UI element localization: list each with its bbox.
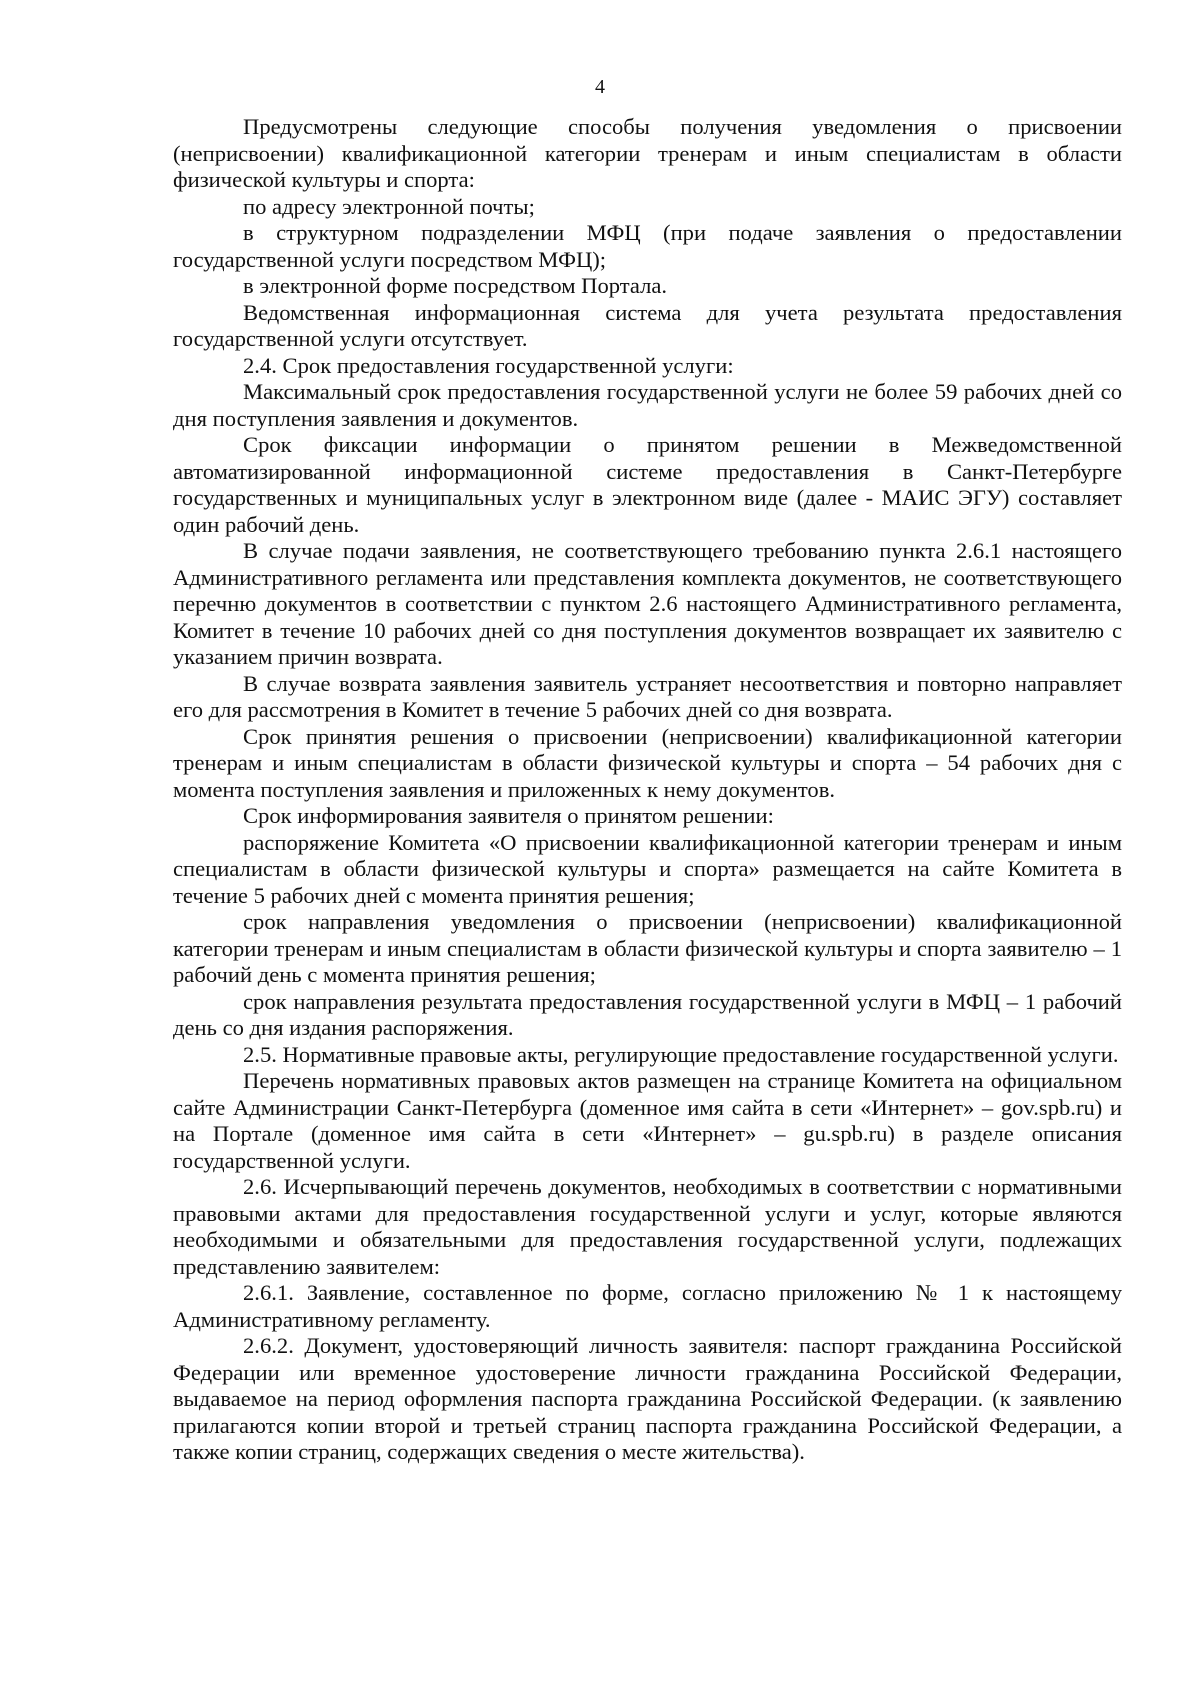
paragraph: Срок принятия решения о присвоении (неприсвоении) квалификационной категории тренерам и иным специалистам в области физической культуры и спорта – 54 рабочих дня с момента поступления заявления и приложенных к нему документов. <box>173 723 1122 802</box>
paragraph: срок направления результата предоставления государственной услуги в МФЦ – 1 рабочий день со дня издания распоряжения. <box>173 988 1122 1040</box>
paragraph: В случае возврата заявления заявитель устраняет несоответствия и повторно направляет его для рассмотрения в Комитет в течение 5 рабочих дней со дня возврата. <box>173 670 1122 722</box>
paragraph: 2.6.2. Документ, удостоверяющий личность заявителя: паспорт гражданина Российской Федерации или временное удостоверение личности гражданина Российской Федерации, выдаваемое на период оформления паспорта гражданина Российской Федерации. (к заявлению прилагаются копии второй и третьей страниц паспорта гражданина Российской Федерации, а также копии страниц, содержащих сведения о месте жительства). <box>173 1333 1122 1464</box>
paragraph: Предусмотрены следующие способы получения уведомления о присвоении (неприсвоении) квалификационной категории тренерам и иным специалистам в области физической культуры и спорта: <box>173 114 1122 192</box>
paragraph: Перечень нормативных правовых актов размещен на странице Комитета на официальном сайте Администрации Санкт-Петербурга (доменное имя сайта в сети «Интернет» – gov.spb.ru) и на Портале (доменное имя сайта в сети «Интернет» – gu.spb.ru) в разделе описания государственной услуги. <box>173 1068 1122 1173</box>
document-body <box>173 114 1122 1466</box>
section-heading: 2.4. Срок предоставления государственной услуги: <box>243 352 734 378</box>
section-heading: 2.6. Исчерпывающий перечень документов, необходимых в соответствии с нормативными правовыми актами для предоставления государственной услуги и услуг, которые являются необходимыми и обязательными для предоставления государственной услуги, подлежащих представлению заявителем: <box>173 1174 1122 1279</box>
paragraph: в электронной форме посредством Портала. <box>243 273 668 298</box>
paragraph: в структурном подразделении МФЦ (при подаче заявления о предоставлении государственной услуги посредством МФЦ); <box>173 220 1122 272</box>
paragraph: В случае подачи заявления, не соответствующего требованию пункта 2.6.1 настоящего Административного регламента или представления комплекта документов, не соответствующего перечню документов в соответствии с пунктом 2.6 настоящего Административного регламента, Комитет в течение 10 рабочих дней со дня поступления документов возвращает их заявителю с указанием причин возврата. <box>173 538 1122 669</box>
section-heading: 2.5. Нормативные правовые акты, регулирующие предоставление государственной услуги. <box>243 1041 1119 1067</box>
paragraph: по адресу электронной почты; <box>243 193 535 219</box>
paragraph: Срок информирования заявителя о принятом решении: <box>243 803 774 828</box>
page-number: 4 <box>595 76 605 98</box>
paragraph: Срок фиксации информации о принятом решении в Межведомственной автоматизированной информационной системе предоставления в Санкт-Петербурге государственных и муниципальных услуг в электронном виде (далее - МАИС ЭГУ) составляет один рабочий день. <box>173 432 1122 537</box>
paragraph: срок направления уведомления о присвоении (неприсвоении) квалификационной категории тренерам и иным специалистам в области физической культуры и спорта заявителю – 1 рабочий день с момента принятия решения; <box>173 909 1122 987</box>
paragraph: 2.6.1. Заявление, составленное по форме, согласно приложению № 1 к настоящему Административному регламенту. <box>173 1280 1122 1332</box>
paragraph: распоряжение Комитета «О присвоении квалификационной категории тренерам и иным специалистам в области физической культуры и спорта» размещается на сайте Комитета в течение 5 рабочих дней с момента принятия решения; <box>173 829 1122 908</box>
paragraph: Максимальный срок предоставления государственной услуги не более 59 рабочих дней со дня поступления заявления и документов. <box>173 379 1122 431</box>
paragraph: Ведомственная информационная система для учета результата предоставления государственной услуги отсутствует. <box>173 299 1122 351</box>
